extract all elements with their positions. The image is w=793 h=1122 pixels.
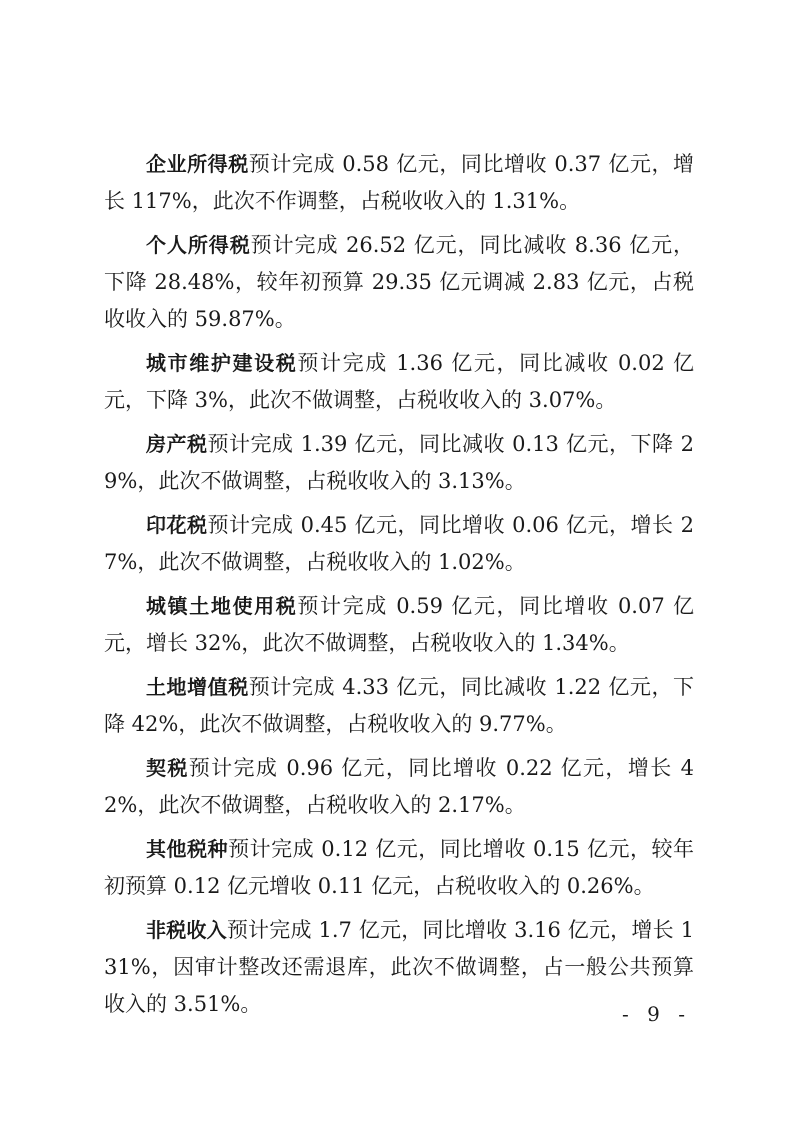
paragraph-text: 预计完成 1.36 亿元，同比减收 0.02 亿元，下降 3%，此次不做调整，占税收收入的 3.07%。: [104, 351, 695, 412]
paragraph-text: 预计完成 4.33 亿元，同比减收 1.22 亿元，下降 42%，此次不做调整，占税收收入的 9.77%。: [104, 675, 694, 736]
paragraph-term: 契税: [146, 756, 189, 780]
paragraph-other-taxes: [104, 831, 694, 905]
paragraph-land-value-added-tax: [104, 669, 694, 743]
paragraph-stamp-tax: [104, 507, 694, 581]
paragraph-property-tax: [104, 426, 694, 500]
paragraph-term: 土地增值税: [146, 675, 249, 699]
page-number: - 9 -: [622, 1002, 691, 1026]
paragraph-term: 个人所得税: [146, 233, 251, 257]
paragraph-corporate-income-tax: [104, 146, 694, 220]
paragraph-term: 其他税种: [146, 837, 229, 861]
paragraph-term: 印花税: [146, 513, 208, 537]
paragraph-term: 非税收入: [146, 918, 227, 942]
paragraph-term: 城市维护建设税: [146, 351, 298, 375]
paragraph-text: 预计完成 0.45 亿元，同比增收 0.06 亿元，增长 27%，此次不做调整，占税收收入的 1.02%。: [104, 513, 694, 574]
paragraph-term: 城镇土地使用税: [146, 594, 298, 618]
paragraph-text: 预计完成 26.52 亿元，同比减收 8.36 亿元，下降 28.48%，较年初预算 29.35 亿元调减 2.83 亿元，占税收收入的 59.87%。: [104, 233, 695, 331]
paragraph-term: 企业所得税: [146, 152, 249, 176]
paragraph-text: 预计完成 0.96 亿元，同比增收 0.22 亿元，增长 42%，此次不做调整，占税收收入的 2.17%。: [104, 756, 694, 817]
paragraph-deed-tax: [104, 750, 694, 824]
paragraph-personal-income-tax: [104, 227, 694, 338]
paragraph-urban-maintenance-tax: [104, 345, 694, 419]
paragraph-text: 预计完成 1.39 亿元，同比减收 0.13 亿元，下降 29%，此次不做调整，占税收收入的 3.13%。: [104, 432, 694, 493]
paragraph-term: 房产税: [146, 432, 208, 456]
paragraph-text: 预计完成 0.59 亿元，同比增收 0.07 亿元，增长 32%，此次不做调整，占税收收入的 1.34%。: [104, 594, 695, 655]
document-body: [104, 146, 694, 1030]
paragraph-text: 预计完成 0.12 亿元，同比增收 0.15 亿元，较年初预算 0.12 亿元增收 0.11 亿元，占税收收入的 0.26%。: [104, 837, 695, 898]
paragraph-text: 预计完成 1.7 亿元，同比增收 3.16 亿元，增长 131%，因审计整改还需退库，此次不做调整，占一般公共预算收入的 3.51%。: [104, 918, 695, 1016]
paragraph-text: 预计完成 0.58 亿元，同比增收 0.37 亿元，增长 117%，此次不作调整，占税收收入的 1.31%。: [104, 152, 694, 213]
paragraph-land-use-tax: [104, 588, 694, 662]
paragraph-non-tax-revenue: [104, 912, 694, 1023]
